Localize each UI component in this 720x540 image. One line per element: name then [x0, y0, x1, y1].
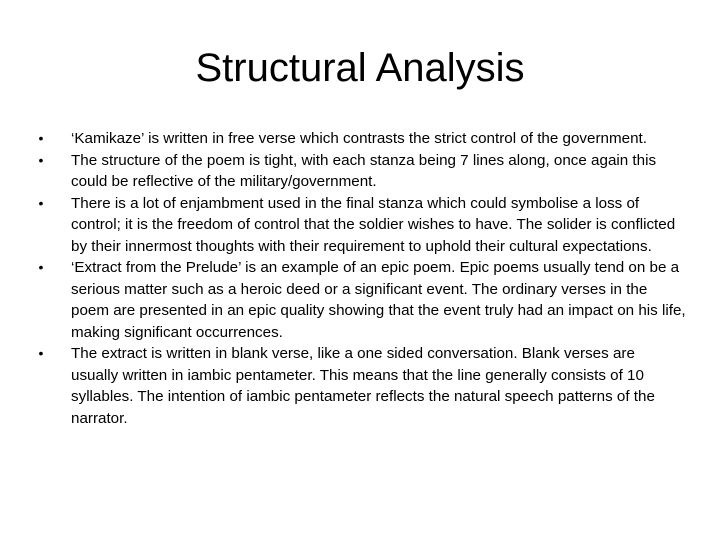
bullet-item-enjambment — [36, 193, 686, 258]
bullet-text: The extract is written in blank verse, like a one sided conversation. Blank verses are usually written in iambic pentameter. This means that the line generally consists of 10 syllables. The intention of iambic pentameter reflects the natural speech patterns of the narrator. — [71, 345, 655, 427]
bullet-marker: • — [38, 151, 44, 168]
bullet-item-poem-structure — [36, 150, 686, 193]
bullet-text: There is a lot of enjambment used in the final stanza which could symbolise a loss of control; it is the freedom of control that the soldier wishes to have. The solider is conflicted by their innermost thoughts with their requirement to uphold their cultural expectations. — [71, 194, 676, 255]
bullet-text: The structure of the poem is tight, with each stanza being 7 lines along, once again this could be reflective of the military/government. — [71, 151, 657, 190]
bullet-text: ‘Kamikaze’ is written in free verse which contrasts the strict control of the government. — [71, 130, 647, 147]
bullet-item-prelude-epic-poem — [36, 257, 686, 343]
slide-title: Structural Analysis — [195, 46, 525, 90]
bullet-marker: • — [38, 345, 44, 361]
bullet-list — [36, 128, 686, 429]
bullet-item-blank-verse — [36, 343, 686, 429]
bullet-marker: • — [38, 259, 44, 275]
bullet-marker: • — [38, 130, 44, 146]
bullet-text: ‘Extract from the Prelude’ is an example of an epic poem. Epic poems usually tend on be a serious matter such as a heroic deed or a significant event. The ordinary verses in the poem are presented in an epic quality showing that the event truly had an impact on his life, making significant occurrences. — [71, 259, 686, 341]
bullet-marker: • — [38, 194, 44, 211]
bullet-item-kamikaze-free-verse — [36, 128, 686, 150]
